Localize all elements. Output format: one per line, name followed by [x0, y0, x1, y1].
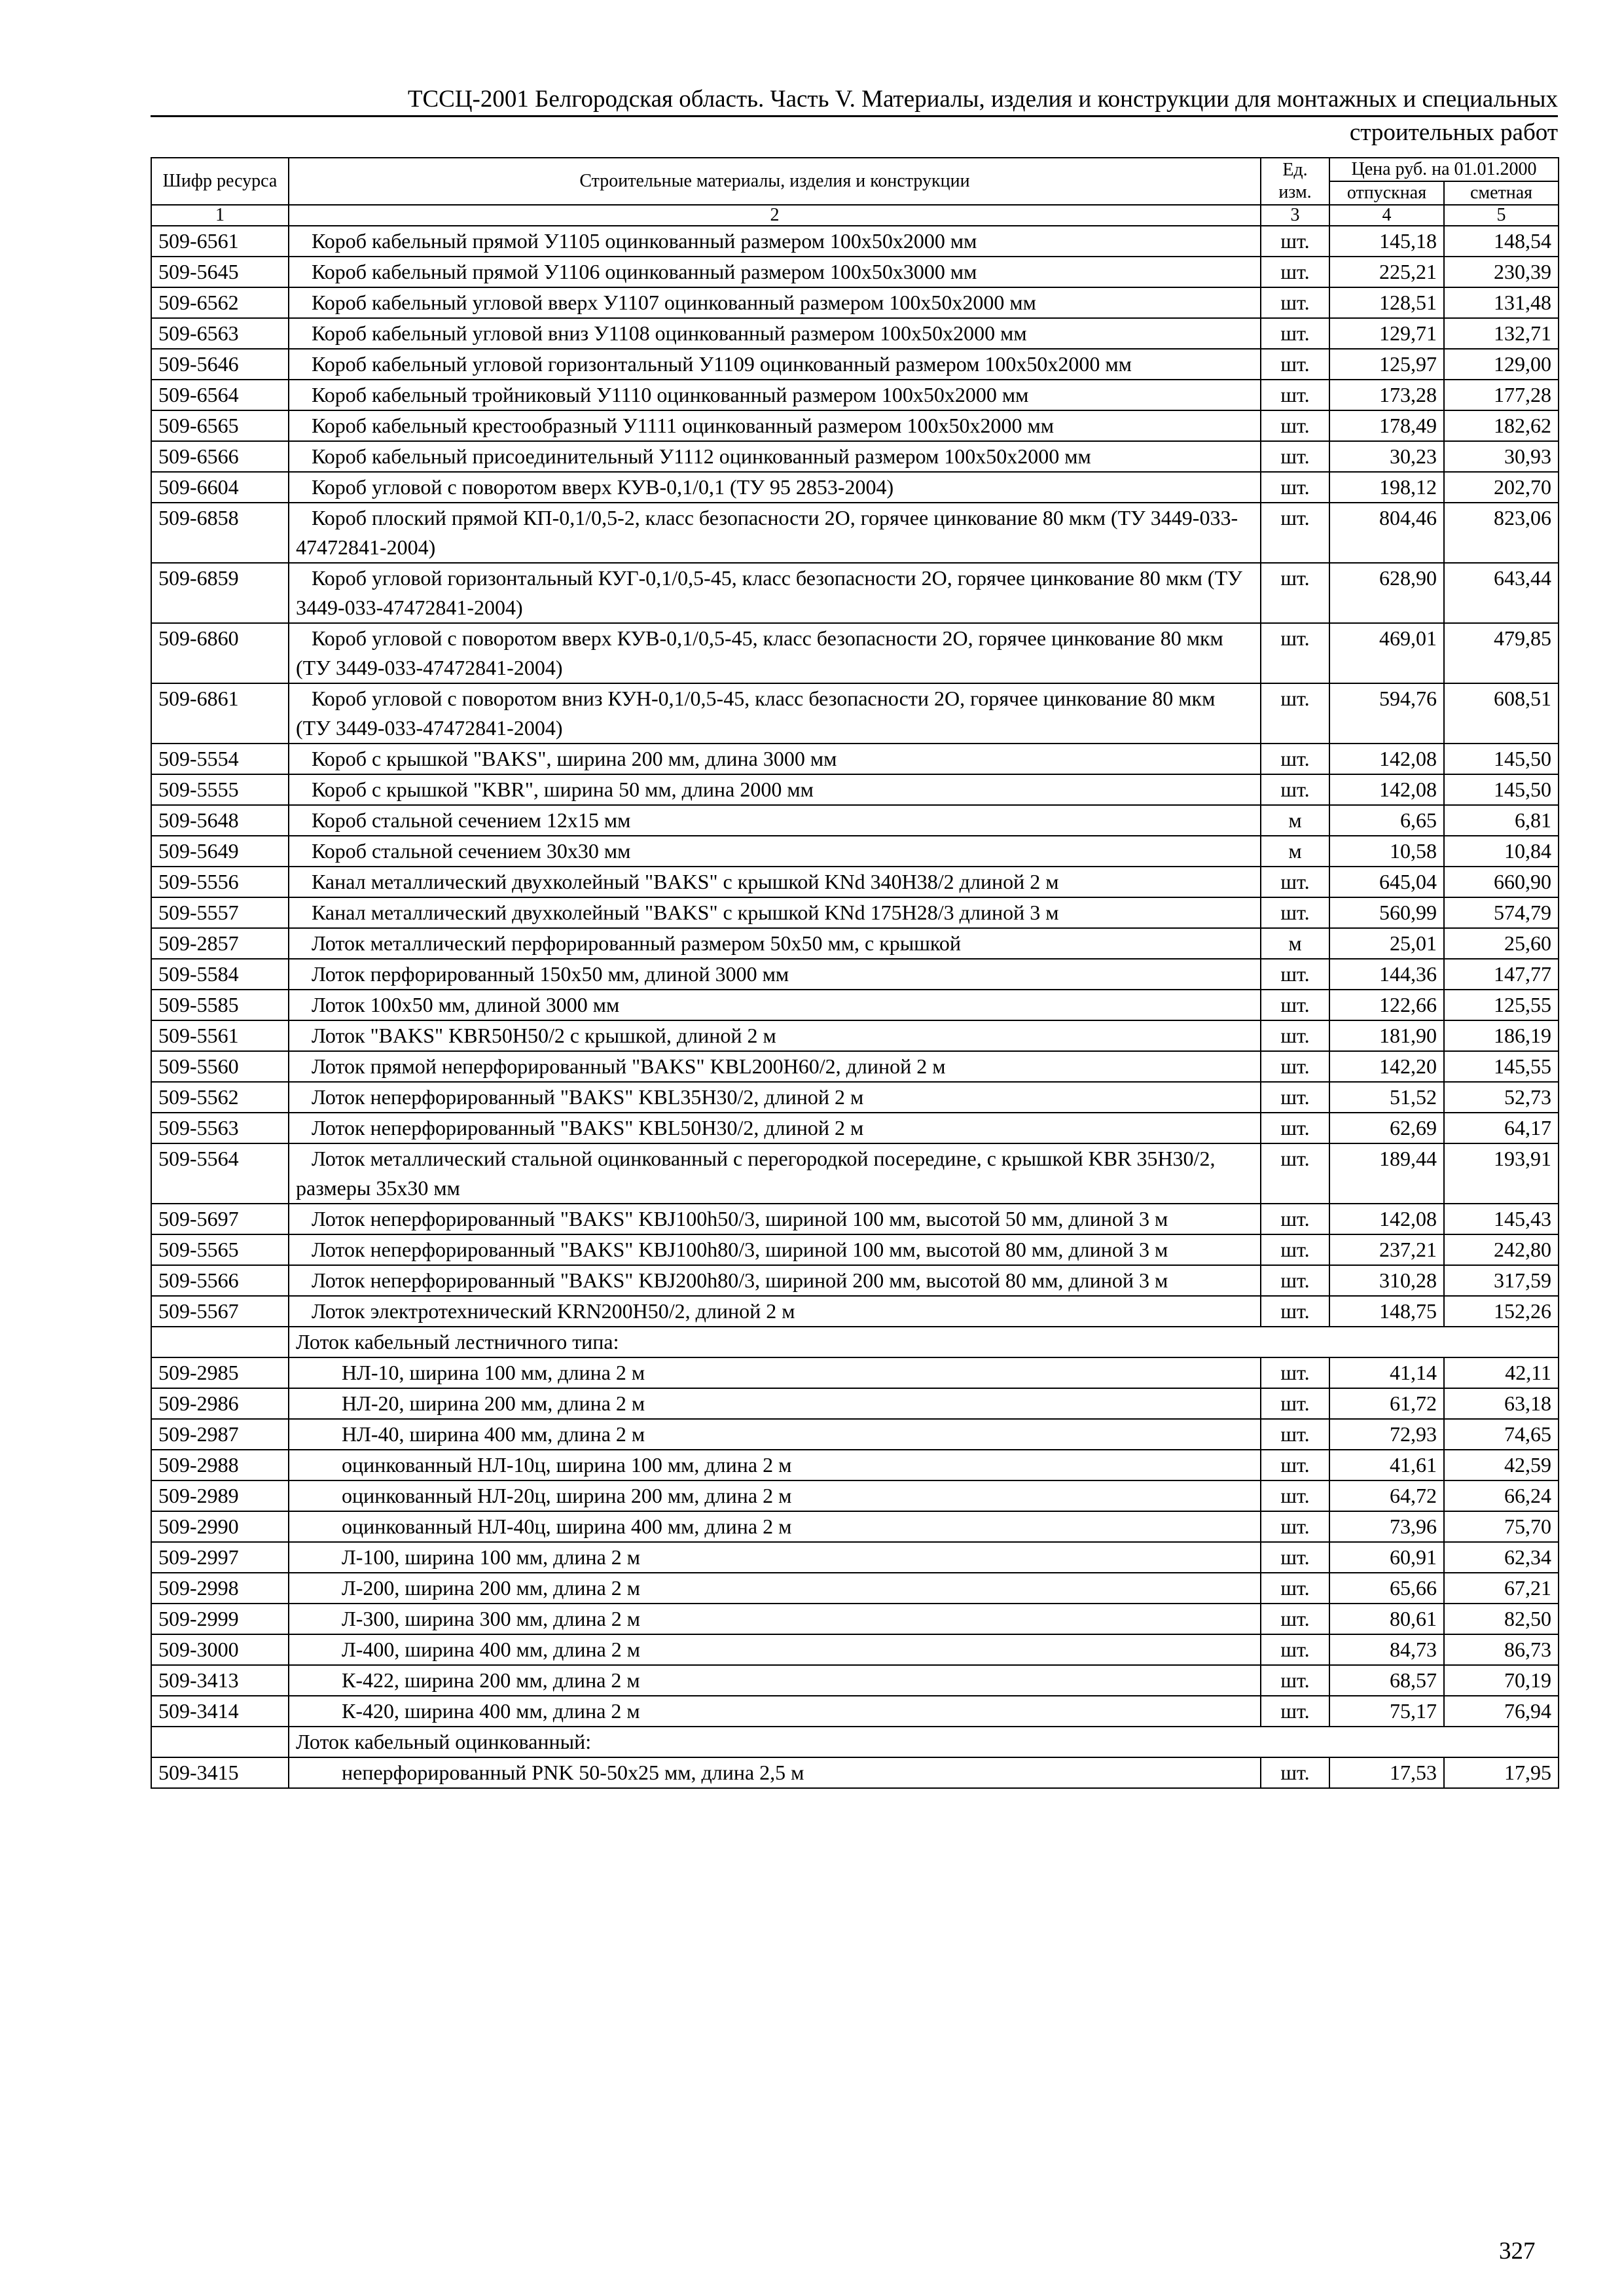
material-name: Короб плоский прямой КП-0,1/0,5-2, класс безопасности 2О, горячее цинкование 80 мкм (ТУ 3449-033-47472841-2004)	[289, 503, 1261, 563]
document-title: ТССЦ-2001 Белгородская область. Часть V. Материалы, изделия и конструкции для монтажных и специальных	[407, 86, 1558, 113]
table-row	[151, 1573, 1559, 1604]
resource-code: 509-5697	[151, 1204, 289, 1234]
unit-of-measure: шт.	[1261, 257, 1329, 287]
table-row	[151, 380, 1559, 410]
resource-code: 509-3414	[151, 1696, 289, 1727]
material-name: оцинкованный НЛ-20ц, ширина 200 мм, длина 2 м	[289, 1480, 1261, 1511]
resource-code: 509-5562	[151, 1082, 289, 1113]
estimate-price: 62,34	[1444, 1542, 1559, 1573]
estimate-price: 145,55	[1444, 1051, 1559, 1082]
estimate-price: 145,50	[1444, 774, 1559, 805]
table-row	[151, 1082, 1559, 1113]
table-row	[151, 1665, 1559, 1696]
material-name: Лоток неперфорированный "BAKS" KBJ200h80/3, шириной 200 мм, высотой 80 мм, длиной 3 м	[289, 1265, 1261, 1296]
release-price: 64,72	[1329, 1480, 1444, 1511]
estimate-price: 317,59	[1444, 1265, 1559, 1296]
estimate-price: 17,95	[1444, 1757, 1559, 1788]
table-row	[151, 1357, 1559, 1388]
material-name: Лоток прямой неперфорированный "BAKS" KBL200H60/2, длиной 2 м	[289, 1051, 1261, 1082]
estimate-price: 186,19	[1444, 1020, 1559, 1051]
resource-code: 509-5645	[151, 257, 289, 287]
release-price: 62,69	[1329, 1113, 1444, 1143]
section-title: Лоток кабельный оцинкованный:	[289, 1727, 1559, 1757]
unit-of-measure: шт.	[1261, 1511, 1329, 1542]
release-price: 628,90	[1329, 563, 1444, 623]
resource-code: 509-6561	[151, 226, 289, 257]
unit-of-measure: шт.	[1261, 867, 1329, 897]
material-name: Короб с крышкой "BAKS", ширина 200 мм, длина 3000 мм	[289, 744, 1261, 774]
resource-code: 509-5646	[151, 349, 289, 380]
unit-of-measure: шт.	[1261, 959, 1329, 990]
material-name: Короб кабельный прямой У1106 оцинкованный размером 100х50х3000 мм	[289, 257, 1261, 287]
release-price: 142,08	[1329, 744, 1444, 774]
table-row	[151, 410, 1559, 441]
column-number: 1	[151, 205, 289, 226]
page-header	[151, 84, 1558, 149]
table-row	[151, 503, 1559, 563]
unit-of-measure: шт.	[1261, 226, 1329, 257]
resource-code: 509-6859	[151, 563, 289, 623]
table-row	[151, 1143, 1559, 1204]
unit-of-measure: шт.	[1261, 744, 1329, 774]
unit-of-measure: шт.	[1261, 623, 1329, 683]
column-number: 2	[289, 205, 1261, 226]
estimate-price: 145,43	[1444, 1204, 1559, 1234]
unit-of-measure: шт.	[1261, 1604, 1329, 1634]
resource-code: 509-2999	[151, 1604, 289, 1634]
unit-of-measure: шт.	[1261, 503, 1329, 563]
estimate-price: 25,60	[1444, 928, 1559, 959]
material-name: НЛ-20, ширина 200 мм, длина 2 м	[289, 1388, 1261, 1419]
release-price: 65,66	[1329, 1573, 1444, 1604]
resource-code: 509-2987	[151, 1419, 289, 1450]
estimate-price: 66,24	[1444, 1480, 1559, 1511]
estimate-price: 67,21	[1444, 1573, 1559, 1604]
estimate-price: 574,79	[1444, 897, 1559, 928]
release-price: 142,20	[1329, 1051, 1444, 1082]
release-price: 645,04	[1329, 867, 1444, 897]
material-name: Лоток "BAKS" KBR50H50/2 с крышкой, длиной 2 м	[289, 1020, 1261, 1051]
table-row	[151, 226, 1559, 257]
resource-code: 509-5567	[151, 1296, 289, 1327]
header-name: Строительные материалы, изделия и конструкции	[289, 158, 1261, 205]
table-row	[151, 1296, 1559, 1327]
table-row	[151, 1265, 1559, 1296]
table-row	[151, 1020, 1559, 1051]
material-name: Короб стальной сечением 12х15 мм	[289, 805, 1261, 836]
unit-of-measure: шт.	[1261, 1419, 1329, 1450]
release-price: 129,71	[1329, 318, 1444, 349]
unit-of-measure: шт.	[1261, 287, 1329, 318]
resource-code: 509-5566	[151, 1265, 289, 1296]
resource-code: 509-2997	[151, 1542, 289, 1573]
estimate-price: 479,85	[1444, 623, 1559, 683]
estimate-price: 70,19	[1444, 1665, 1559, 1696]
section-code-cell	[151, 1327, 289, 1357]
table-row	[151, 257, 1559, 287]
table-row	[151, 928, 1559, 959]
table-row	[151, 1757, 1559, 1788]
resource-code: 509-5563	[151, 1113, 289, 1143]
table-row	[151, 959, 1559, 990]
material-name: Лоток металлический перфорированный размером 50х50 мм, с крышкой	[289, 928, 1261, 959]
unit-of-measure: шт.	[1261, 1204, 1329, 1234]
release-price: 225,21	[1329, 257, 1444, 287]
estimate-price: 152,26	[1444, 1296, 1559, 1327]
table-row	[151, 1113, 1559, 1143]
estimate-price: 42,59	[1444, 1450, 1559, 1480]
resource-code: 509-2990	[151, 1511, 289, 1542]
table-row	[151, 1480, 1559, 1511]
table-body	[151, 226, 1559, 1788]
table-row	[151, 990, 1559, 1020]
resource-code: 509-6858	[151, 503, 289, 563]
release-price: 51,52	[1329, 1082, 1444, 1113]
unit-of-measure: шт.	[1261, 1020, 1329, 1051]
estimate-price: 147,77	[1444, 959, 1559, 990]
material-name: Короб стальной сечением 30х30 мм	[289, 836, 1261, 867]
resource-code: 509-6604	[151, 472, 289, 503]
estimate-price: 75,70	[1444, 1511, 1559, 1542]
table-row	[151, 563, 1559, 623]
table-row	[151, 1604, 1559, 1634]
table-row	[151, 774, 1559, 805]
unit-of-measure: м	[1261, 928, 1329, 959]
estimate-price: 145,50	[1444, 744, 1559, 774]
material-name: Канал металлический двухколейный "BAKS" с крышкой KNd 340H38/2 длиной 2 м	[289, 867, 1261, 897]
release-price: 30,23	[1329, 441, 1444, 472]
material-name: НЛ-40, ширина 400 мм, длина 2 м	[289, 1419, 1261, 1450]
estimate-price: 660,90	[1444, 867, 1559, 897]
material-name: Короб угловой с поворотом вверх КУВ-0,1/0,1 (ТУ 95 2853-2004)	[289, 472, 1261, 503]
resource-code: 509-6562	[151, 287, 289, 318]
material-name: Короб угловой с поворотом вниз КУН-0,1/0,5-45, класс безопасности 2О, горячее цинкование 80 мкм (ТУ 3449-033-47472841-2004)	[289, 683, 1261, 744]
header-price-estimate: сметная	[1444, 181, 1559, 205]
resource-code: 509-5557	[151, 897, 289, 928]
estimate-price: 242,80	[1444, 1234, 1559, 1265]
release-price: 75,17	[1329, 1696, 1444, 1727]
resource-code: 509-5585	[151, 990, 289, 1020]
unit-of-measure: шт.	[1261, 1480, 1329, 1511]
material-name: Лоток металлический стальной оцинкованный с перегородкой посередине, с крышкой KBR 35H30/2, размеры 35х30 мм	[289, 1143, 1261, 1204]
resource-code: 509-5584	[151, 959, 289, 990]
release-price: 178,49	[1329, 410, 1444, 441]
resource-code: 509-3413	[151, 1665, 289, 1696]
material-name: Лоток неперфорированный "BAKS" KBL35H30/2, длиной 2 м	[289, 1082, 1261, 1113]
unit-of-measure: шт.	[1261, 897, 1329, 928]
release-price: 61,72	[1329, 1388, 1444, 1419]
table-row	[151, 1051, 1559, 1082]
release-price: 25,01	[1329, 928, 1444, 959]
unit-of-measure: шт.	[1261, 318, 1329, 349]
material-name: Лоток неперфорированный "BAKS" KBJ100h50/3, шириной 100 мм, высотой 50 мм, длиной 3 м	[289, 1204, 1261, 1234]
material-name: Канал металлический двухколейный "BAKS" с крышкой KNd 175H28/3 длиной 3 м	[289, 897, 1261, 928]
resource-code: 509-6566	[151, 441, 289, 472]
estimate-price: 193,91	[1444, 1143, 1559, 1204]
unit-of-measure: шт.	[1261, 563, 1329, 623]
resource-code: 509-5561	[151, 1020, 289, 1051]
release-price: 68,57	[1329, 1665, 1444, 1696]
unit-of-measure: шт.	[1261, 1082, 1329, 1113]
unit-of-measure: шт.	[1261, 1234, 1329, 1265]
estimate-price: 76,94	[1444, 1696, 1559, 1727]
page-number: 327	[1499, 2238, 1536, 2265]
estimate-price: 643,44	[1444, 563, 1559, 623]
resource-code: 509-5564	[151, 1143, 289, 1204]
material-name: Короб кабельный присоединительный У1112 оцинкованный размером 100х50х2000 мм	[289, 441, 1261, 472]
column-number: 5	[1444, 205, 1559, 226]
resource-code: 509-3415	[151, 1757, 289, 1788]
column-number: 3	[1261, 205, 1329, 226]
release-price: 72,93	[1329, 1419, 1444, 1450]
unit-of-measure: шт.	[1261, 683, 1329, 744]
resource-code: 509-2857	[151, 928, 289, 959]
section-row	[151, 1327, 1559, 1357]
material-name: Короб с крышкой "KBR", ширина 50 мм, длина 2000 мм	[289, 774, 1261, 805]
resource-code: 509-5560	[151, 1051, 289, 1082]
unit-of-measure: шт.	[1261, 472, 1329, 503]
release-price: 10,58	[1329, 836, 1444, 867]
resource-code: 509-3000	[151, 1634, 289, 1665]
release-price: 73,96	[1329, 1511, 1444, 1542]
release-price: 198,12	[1329, 472, 1444, 503]
release-price: 6,65	[1329, 805, 1444, 836]
estimate-price: 202,70	[1444, 472, 1559, 503]
resource-code: 509-5554	[151, 744, 289, 774]
table-header	[151, 158, 1559, 226]
unit-of-measure: шт.	[1261, 349, 1329, 380]
material-name: Короб кабельный угловой горизонтальный У1109 оцинкованный размером 100х50х2000 мм	[289, 349, 1261, 380]
estimate-price: 131,48	[1444, 287, 1559, 318]
release-price: 173,28	[1329, 380, 1444, 410]
resource-code: 509-5555	[151, 774, 289, 805]
unit-of-measure: шт.	[1261, 1388, 1329, 1419]
release-price: 144,36	[1329, 959, 1444, 990]
release-price: 181,90	[1329, 1020, 1444, 1051]
unit-of-measure: шт.	[1261, 1051, 1329, 1082]
estimate-price: 6,81	[1444, 805, 1559, 836]
release-price: 17,53	[1329, 1757, 1444, 1788]
release-price: 189,44	[1329, 1143, 1444, 1204]
release-price: 804,46	[1329, 503, 1444, 563]
table-row	[151, 441, 1559, 472]
header-code: Шифр ресурса	[151, 158, 289, 205]
table-row	[151, 1634, 1559, 1665]
estimate-price: 148,54	[1444, 226, 1559, 257]
unit-of-measure: шт.	[1261, 774, 1329, 805]
material-name: Лоток 100х50 мм, длиной 3000 мм	[289, 990, 1261, 1020]
material-name: Короб кабельный угловой вниз У1108 оцинкованный размером 100х50х2000 мм	[289, 318, 1261, 349]
unit-of-measure: шт.	[1261, 410, 1329, 441]
table-row	[151, 744, 1559, 774]
price-table	[151, 157, 1559, 1789]
estimate-price: 74,65	[1444, 1419, 1559, 1450]
resource-code: 509-6564	[151, 380, 289, 410]
unit-of-measure: шт.	[1261, 1265, 1329, 1296]
unit-of-measure: шт.	[1261, 1665, 1329, 1696]
material-name: Короб кабельный крестообразный У1111 оцинкованный размером 100х50х2000 мм	[289, 410, 1261, 441]
table-row	[151, 1511, 1559, 1542]
release-price: 122,66	[1329, 990, 1444, 1020]
resource-code: 509-2985	[151, 1357, 289, 1388]
table-row	[151, 318, 1559, 349]
release-price: 142,08	[1329, 1204, 1444, 1234]
release-price: 125,97	[1329, 349, 1444, 380]
release-price: 80,61	[1329, 1604, 1444, 1634]
material-name: Короб кабельный угловой вверх У1107 оцинкованный размером 100х50х2000 мм	[289, 287, 1261, 318]
resource-code: 509-2989	[151, 1480, 289, 1511]
header-price-release: отпускная	[1329, 181, 1444, 205]
estimate-price: 177,28	[1444, 380, 1559, 410]
material-name: К-422, ширина 200 мм, длина 2 м	[289, 1665, 1261, 1696]
release-price: 145,18	[1329, 226, 1444, 257]
release-price: 594,76	[1329, 683, 1444, 744]
material-name: Л-100, ширина 100 мм, длина 2 м	[289, 1542, 1261, 1573]
unit-of-measure: шт.	[1261, 1573, 1329, 1604]
table-row	[151, 1234, 1559, 1265]
unit-of-measure: шт.	[1261, 380, 1329, 410]
estimate-price: 82,50	[1444, 1604, 1559, 1634]
column-numbers-row	[151, 205, 1559, 226]
material-name: Короб кабельный тройниковый У1110 оцинкованный размером 100х50х2000 мм	[289, 380, 1261, 410]
table-row	[151, 287, 1559, 318]
material-name: Л-400, ширина 400 мм, длина 2 м	[289, 1634, 1261, 1665]
material-name: оцинкованный НЛ-40ц, ширина 400 мм, длина 2 м	[289, 1511, 1261, 1542]
material-name: Короб угловой горизонтальный КУГ-0,1/0,5-45, класс безопасности 2О, горячее цинкование 80 мкм (ТУ 3449-033-47472841-2004)	[289, 563, 1261, 623]
table-row	[151, 1388, 1559, 1419]
estimate-price: 132,71	[1444, 318, 1559, 349]
resource-code: 509-2998	[151, 1573, 289, 1604]
estimate-price: 823,06	[1444, 503, 1559, 563]
table-row	[151, 472, 1559, 503]
unit-of-measure: шт.	[1261, 1634, 1329, 1665]
section-row	[151, 1727, 1559, 1757]
table-row	[151, 897, 1559, 928]
material-name: Лоток неперфорированный "BAKS" KBL50H30/2, длиной 2 м	[289, 1113, 1261, 1143]
resource-code: 509-6860	[151, 623, 289, 683]
resource-code: 509-6565	[151, 410, 289, 441]
estimate-price: 86,73	[1444, 1634, 1559, 1665]
material-name: Лоток перфорированный 150х50 мм, длиной 3000 мм	[289, 959, 1261, 990]
resource-code: 509-5649	[151, 836, 289, 867]
estimate-price: 230,39	[1444, 257, 1559, 287]
estimate-price: 64,17	[1444, 1113, 1559, 1143]
section-code-cell	[151, 1727, 289, 1757]
resource-code: 509-6861	[151, 683, 289, 744]
resource-code: 509-2986	[151, 1388, 289, 1419]
material-name: оцинкованный НЛ-10ц, ширина 100 мм, длина 2 м	[289, 1450, 1261, 1480]
estimate-price: 182,62	[1444, 410, 1559, 441]
release-price: 469,01	[1329, 623, 1444, 683]
release-price: 560,99	[1329, 897, 1444, 928]
release-price: 41,61	[1329, 1450, 1444, 1480]
material-name: неперфорированный PNK 50-50х25 мм, длина 2,5 м	[289, 1757, 1261, 1788]
material-name: Короб угловой с поворотом вверх КУВ-0,1/0,5-45, класс безопасности 2О, горячее цинкование 80 мкм (ТУ 3449-033-47472841-2004)	[289, 623, 1261, 683]
table-row	[151, 1542, 1559, 1573]
release-price: 84,73	[1329, 1634, 1444, 1665]
table-row	[151, 683, 1559, 744]
table-row	[151, 805, 1559, 836]
unit-of-measure: шт.	[1261, 1757, 1329, 1788]
release-price: 237,21	[1329, 1234, 1444, 1265]
resource-code: 509-6563	[151, 318, 289, 349]
estimate-price: 42,11	[1444, 1357, 1559, 1388]
resource-code: 509-5648	[151, 805, 289, 836]
table-row	[151, 349, 1559, 380]
header-price-group: Цена руб. на 01.01.2000	[1329, 158, 1559, 181]
resource-code: 509-5565	[151, 1234, 289, 1265]
estimate-price: 63,18	[1444, 1388, 1559, 1419]
material-name: Л-200, ширина 200 мм, длина 2 м	[289, 1573, 1261, 1604]
release-price: 41,14	[1329, 1357, 1444, 1388]
release-price: 60,91	[1329, 1542, 1444, 1573]
table-row	[151, 1696, 1559, 1727]
estimate-price: 608,51	[1444, 683, 1559, 744]
unit-of-measure: шт.	[1261, 441, 1329, 472]
column-number: 4	[1329, 205, 1444, 226]
table-row	[151, 1204, 1559, 1234]
estimate-price: 52,73	[1444, 1082, 1559, 1113]
section-title: Лоток кабельный лестничного типа:	[289, 1327, 1559, 1357]
unit-of-measure: шт.	[1261, 1143, 1329, 1204]
resource-code: 509-2988	[151, 1450, 289, 1480]
material-name: Лоток неперфорированный "BAKS" KBJ100h80/3, шириной 100 мм, высотой 80 мм, длиной 3 м	[289, 1234, 1261, 1265]
estimate-price: 30,93	[1444, 441, 1559, 472]
release-price: 148,75	[1329, 1296, 1444, 1327]
unit-of-measure: м	[1261, 805, 1329, 836]
resource-code: 509-5556	[151, 867, 289, 897]
material-name: Л-300, ширина 300 мм, длина 2 м	[289, 1604, 1261, 1634]
material-name: К-420, ширина 400 мм, длина 2 м	[289, 1696, 1261, 1727]
document-title-continuation: строительных работ	[1349, 119, 1558, 146]
table-row	[151, 867, 1559, 897]
header-unit: Ед. изм.	[1261, 158, 1329, 205]
material-name: НЛ-10, ширина 100 мм, длина 2 м	[289, 1357, 1261, 1388]
release-price: 310,28	[1329, 1265, 1444, 1296]
unit-of-measure: шт.	[1261, 1542, 1329, 1573]
unit-of-measure: шт.	[1261, 1296, 1329, 1327]
table-row	[151, 836, 1559, 867]
release-price: 128,51	[1329, 287, 1444, 318]
unit-of-measure: шт.	[1261, 1696, 1329, 1727]
estimate-price: 125,55	[1444, 990, 1559, 1020]
unit-of-measure: шт.	[1261, 1113, 1329, 1143]
material-name: Короб кабельный прямой У1105 оцинкованный размером 100х50х2000 мм	[289, 226, 1261, 257]
table-row	[151, 623, 1559, 683]
estimate-price: 10,84	[1444, 836, 1559, 867]
unit-of-measure: шт.	[1261, 1450, 1329, 1480]
material-name: Лоток электротехнический KRN200H50/2, длиной 2 м	[289, 1296, 1261, 1327]
unit-of-measure: м	[1261, 836, 1329, 867]
estimate-price: 129,00	[1444, 349, 1559, 380]
release-price: 142,08	[1329, 774, 1444, 805]
unit-of-measure: шт.	[1261, 990, 1329, 1020]
table-row	[151, 1419, 1559, 1450]
unit-of-measure: шт.	[1261, 1357, 1329, 1388]
table-row	[151, 1450, 1559, 1480]
